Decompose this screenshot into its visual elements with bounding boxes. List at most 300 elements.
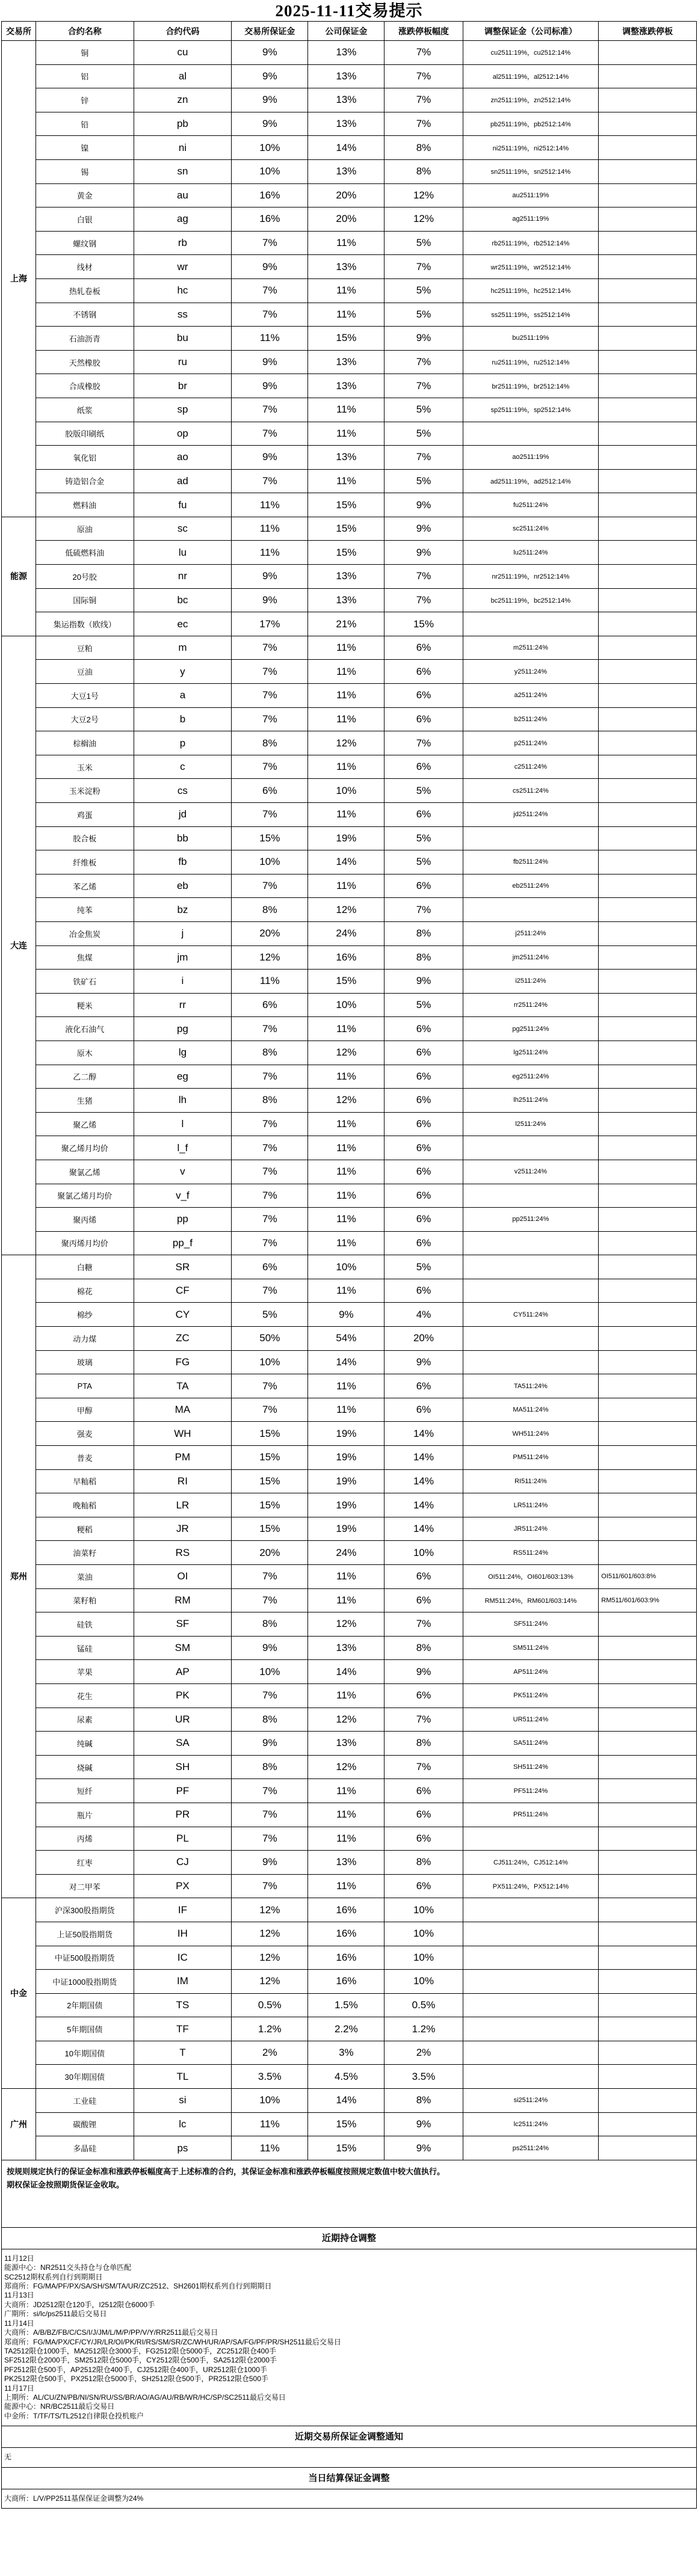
adjusted-margin-cell: RI511:24% [463,1469,599,1493]
company-margin-cell: 10% [308,779,385,803]
exchange-margin-cell: 20% [232,921,308,945]
adjusted-limit-cell [599,1446,697,1470]
company-margin-cell: 11% [308,469,385,493]
adjusted-limit-cell [599,2065,697,2089]
adjusted-margin-cell [463,1970,599,1994]
price-limit-cell: 7% [385,1708,463,1732]
price-limit-cell: 15% [385,612,463,636]
company-margin-cell: 10% [308,993,385,1017]
contract-code-cell: sp [134,398,232,422]
table-row [2,493,697,517]
adjusted-limit-cell [599,660,697,684]
table-row [2,88,697,112]
price-limit-cell: 12% [385,183,463,207]
exchange-margin-cell: 11% [232,541,308,565]
recent-adjust-line: SF2512限仓2000手，SM2512限仓5000手，CY2512限仓500手，SA2512限仓2000手 [4,2356,277,2365]
contract-name-cell: 冶金焦炭 [36,921,134,945]
contract-name-cell: 玉米 [36,755,134,779]
price-limit-cell: 6% [385,1588,463,1612]
company-margin-cell: 54% [308,1327,385,1351]
contract-name-cell: 沪深300股指期货 [36,1898,134,1922]
contract-name-cell: 生猪 [36,1089,134,1113]
contract-code-cell: PR [134,1803,232,1827]
price-limit-cell: 7% [385,88,463,112]
table-row [2,136,697,160]
adjusted-margin-cell: cu2511:19%，cu2512:14% [463,41,599,65]
contract-name-cell: 普麦 [36,1446,134,1470]
adjusted-limit-cell [599,2112,697,2136]
company-margin-cell: 11% [308,1065,385,1089]
contract-code-cell: SA [134,1732,232,1756]
table-row [2,1041,697,1065]
exchange-margin-cell: 9% [232,88,308,112]
contract-code-cell: zn [134,88,232,112]
table-row [2,41,697,65]
price-limit-cell: 6% [385,1803,463,1827]
table-row [2,64,697,88]
contract-name-cell: 苹果 [36,1660,134,1684]
price-limit-cell: 6% [385,1874,463,1898]
table-row [2,826,697,850]
contract-name-cell: 棉纱 [36,1303,134,1327]
adjusted-limit-cell [599,826,697,850]
price-limit-cell: 9% [385,327,463,351]
table-row [2,1398,697,1422]
price-limit-cell: 7% [385,731,463,755]
adjusted-limit-cell [599,303,697,327]
table-row [2,1327,697,1351]
adjusted-margin-cell: hc2511:19%，hc2512:14% [463,278,599,303]
exchange-margin-cell: 8% [232,1708,308,1732]
company-margin-cell: 15% [308,2136,385,2160]
table-row [2,1993,697,2017]
table-row [2,779,697,803]
exchange-margin-cell: 9% [232,255,308,279]
recent-adjust-line: TA2512限仓1000手，MA2512限仓3000手，FG2512限仓5000手，ZC2512限仓400手 [4,2346,276,2355]
contract-code-cell: PL [134,1827,232,1851]
company-margin-cell: 11% [308,1136,385,1160]
adjusted-margin-cell [463,2065,599,2089]
exchange-margin-cell: 6% [232,779,308,803]
exchange-margin-cell: 7% [232,1779,308,1803]
adjusted-margin-cell: a2511:24% [463,684,599,708]
adjusted-limit-cell [599,1922,697,1946]
adjusted-margin-cell: wr2511:19%，wr2512:14% [463,255,599,279]
table-row [2,1279,697,1303]
contract-code-cell: ao [134,446,232,470]
company-margin-cell: 11% [308,660,385,684]
adjusted-limit-cell [599,1755,697,1779]
notice-box [1,2160,697,2228]
company-margin-cell: 11% [308,1374,385,1398]
table-row [2,684,697,708]
header-company-margin: 公司保证金 [308,22,385,41]
exchange-margin-cell: 15% [232,1517,308,1541]
header-price-limit: 涨跌停板幅度 [385,22,463,41]
header-adjusted-limit: 调整涨跌停板 [599,22,697,41]
contract-name-cell: 氧化铝 [36,446,134,470]
contract-name-cell: 锌 [36,88,134,112]
exchange-margin-cell: 12% [232,1898,308,1922]
company-margin-cell: 16% [308,1970,385,1994]
adjusted-limit-cell [599,327,697,351]
adjusted-limit-cell [599,374,697,398]
contract-name-cell: 合成橡胶 [36,374,134,398]
table-row [2,1732,697,1756]
adjusted-margin-cell: pg2511:24% [463,1017,599,1041]
price-limit-cell: 14% [385,1446,463,1470]
table-row [2,803,697,827]
adjusted-limit-cell [599,517,697,541]
company-margin-cell: 12% [308,898,385,922]
recent-adjust-line: 大商所：A/B/BZ/FB/C/CS/I/J/JM/L/M/P/PP/V/Y/RR2511最后交易日 [4,2328,218,2337]
contract-code-cell: bz [134,898,232,922]
contract-code-cell: jm [134,945,232,970]
exchange-margin-cell: 11% [232,517,308,541]
exchange-margin-cell: 10% [232,2089,308,2113]
contract-code-cell: pg [134,1017,232,1041]
exchange-margin-cell: 20% [232,1541,308,1565]
adjusted-limit-cell [599,1898,697,1922]
contract-name-cell: 2年期国债 [36,1993,134,2017]
contract-code-cell: jd [134,803,232,827]
company-margin-cell: 11% [308,1588,385,1612]
company-margin-cell: 2.2% [308,2017,385,2041]
table-row [2,278,697,303]
price-limit-cell: 5% [385,398,463,422]
contract-name-cell: 低硫燃料油 [36,541,134,565]
company-margin-cell: 13% [308,112,385,136]
adjusted-margin-cell [463,1279,599,1303]
price-limit-cell: 6% [385,1374,463,1398]
price-limit-cell: 6% [385,1279,463,1303]
table-row [2,565,697,589]
price-limit-cell: 10% [385,1946,463,1970]
price-limit-cell: 9% [385,517,463,541]
contract-code-cell: bc [134,588,232,612]
table-row [2,1851,697,1875]
contract-code-cell: SM [134,1636,232,1660]
contract-name-cell: 工业硅 [36,2089,134,2113]
price-limit-cell: 9% [385,2136,463,2160]
contract-code-cell: AP [134,1660,232,1684]
table-row [2,1660,697,1684]
exchange-margin-cell: 7% [232,231,308,255]
exchange-margin-cell: 12% [232,945,308,970]
price-limit-cell: 14% [385,1517,463,1541]
contract-code-cell: m [134,636,232,660]
table-row [2,374,697,398]
company-margin-cell: 14% [308,1660,385,1684]
company-margin-cell: 19% [308,1493,385,1517]
adjusted-limit-cell [599,2041,697,2065]
exchange-margin-cell: 5% [232,1303,308,1327]
adjusted-limit-cell [599,112,697,136]
adjusted-margin-cell: br2511:19%，br2512:14% [463,374,599,398]
contract-code-cell: IH [134,1922,232,1946]
adjusted-margin-cell [463,1898,599,1922]
exchange-margin-cell: 6% [232,1255,308,1279]
adjusted-limit-cell [599,541,697,565]
contract-code-cell: SR [134,1255,232,1279]
company-margin-cell: 11% [308,684,385,708]
exchange-margin-cell: 8% [232,1089,308,1113]
contract-name-cell: 纸浆 [36,398,134,422]
price-limit-cell: 10% [385,1970,463,1994]
table-row [2,350,697,374]
table-row [2,1898,697,1922]
price-limit-cell: 7% [385,588,463,612]
adjusted-margin-cell [463,2041,599,2065]
exchange-margin-cell: 7% [232,1588,308,1612]
price-limit-cell: 5% [385,303,463,327]
exchange-margin-cell: 7% [232,469,308,493]
adjusted-limit-cell [599,731,697,755]
exchange-margin-notice-text: 无 [4,2453,12,2462]
company-margin-cell: 12% [308,1612,385,1637]
adjusted-limit-cell [599,446,697,470]
adjusted-limit-cell [599,398,697,422]
header-adjusted-margin: 调整保证金（公司标准） [463,22,599,41]
adjusted-margin-cell: al2511:19%，al2512:14% [463,64,599,88]
exchange-margin-cell: 9% [232,1636,308,1660]
adjusted-limit-cell [599,88,697,112]
exchange-margin-cell: 7% [232,755,308,779]
table-row [2,112,697,136]
contract-name-cell: 瓶片 [36,1803,134,1827]
exchange-margin-cell: 9% [232,1732,308,1756]
exchange-margin-cell: 10% [232,159,308,183]
adjusted-margin-cell [463,1350,599,1374]
adjusted-limit-cell [599,1469,697,1493]
company-margin-cell: 19% [308,1469,385,1493]
contract-name-cell: 5年期国债 [36,2017,134,2041]
adjusted-limit-cell [599,1422,697,1446]
company-margin-cell: 13% [308,255,385,279]
table-row [2,1588,697,1612]
recent-adjust-line: 11月14日 [4,2319,34,2328]
exchange-margin-cell: 7% [232,1874,308,1898]
adjusted-limit-cell [599,1493,697,1517]
exchange-margin-cell: 12% [232,1946,308,1970]
contract-code-cell: lh [134,1089,232,1113]
adjusted-limit-cell [599,1065,697,1089]
recent-adjust-body [1,2249,697,2426]
price-limit-cell: 7% [385,565,463,589]
contract-code-cell: b [134,707,232,731]
adjusted-limit-cell [599,278,697,303]
exchange-margin-cell: 7% [232,1803,308,1827]
contract-name-cell: 铸造铝合金 [36,469,134,493]
contract-name-cell: 烧碱 [36,1755,134,1779]
table-row [2,1493,697,1517]
adjusted-margin-cell: ni2511:19%，ni2512:14% [463,136,599,160]
adjusted-margin-cell: MA511:24% [463,1398,599,1422]
table-row [2,398,697,422]
contract-name-cell: 胶版印刷纸 [36,422,134,446]
exchange-margin-cell: 9% [232,64,308,88]
company-margin-cell: 11% [308,636,385,660]
contract-name-cell: 纯碱 [36,1732,134,1756]
company-margin-cell: 1.5% [308,1993,385,2017]
contract-code-cell: PX [134,1874,232,1898]
contract-name-cell: 中证500股指期货 [36,1946,134,1970]
adjusted-limit-cell [599,1636,697,1660]
adjusted-margin-cell [463,898,599,922]
adjusted-margin-cell: LR511:24% [463,1493,599,1517]
adjusted-limit-cell [599,2089,697,2113]
contract-code-cell: RS [134,1541,232,1565]
adjusted-margin-cell: au2511:19% [463,183,599,207]
adjusted-limit-cell [599,970,697,994]
company-margin-cell: 11% [308,1827,385,1851]
contract-name-cell: 纯苯 [36,898,134,922]
price-limit-cell: 6% [385,1041,463,1065]
company-margin-cell: 11% [308,1565,385,1589]
table-row [2,159,697,183]
contract-name-cell: 白银 [36,207,134,232]
adjusted-margin-cell: SM511:24% [463,1636,599,1660]
exchange-margin-cell: 7% [232,303,308,327]
contract-name-cell: 大豆2号 [36,707,134,731]
adjusted-limit-cell [599,1350,697,1374]
exchange-cell: 上海 [2,41,36,517]
adjusted-margin-cell: sc2511:24% [463,517,599,541]
adjusted-margin-cell [463,612,599,636]
table-row [2,707,697,731]
contract-name-cell: 粳稻 [36,1517,134,1541]
company-margin-cell: 13% [308,588,385,612]
exchange-margin-cell: 7% [232,1398,308,1422]
price-limit-cell: 5% [385,422,463,446]
adjusted-margin-cell: fb2511:24% [463,850,599,875]
header-exchange-margin: 交易所保证金 [232,22,308,41]
recent-adjust-line: 广期所：si/lc/ps2511最后交易日 [4,2310,107,2319]
exchange-margin-cell: 15% [232,1469,308,1493]
table-row [2,422,697,446]
adjusted-limit-cell [599,1279,697,1303]
exchange-margin-cell: 7% [232,803,308,827]
adjusted-margin-cell: SF511:24% [463,1612,599,1637]
company-margin-cell: 19% [308,1517,385,1541]
table-row [2,1683,697,1708]
contract-name-cell: 丙烯 [36,1827,134,1851]
table-row [2,1374,697,1398]
company-margin-cell: 11% [308,1017,385,1041]
table-row [2,1255,697,1279]
contract-code-cell: rb [134,231,232,255]
adjusted-limit-cell [599,1827,697,1851]
contract-code-cell: l [134,1112,232,1136]
recent-adjust-line: PK2512限仓500手，PX2512限仓5000手，SH2512限仓500手，PR2512限仓500手 [4,2375,268,2384]
contract-name-cell: 早籼稻 [36,1469,134,1493]
contract-name-cell: 聚氯乙烯月均价 [36,1184,134,1208]
contract-code-cell: OI [134,1565,232,1589]
company-margin-cell: 4.5% [308,2065,385,2089]
adjusted-margin-cell: PR511:24% [463,1803,599,1827]
header-contract-name: 合约名称 [36,22,134,41]
table-row [2,1446,697,1470]
contract-name-cell: 棉花 [36,1279,134,1303]
adjusted-limit-cell [599,1732,697,1756]
adjusted-limit-cell [599,898,697,922]
contract-name-cell: 短纤 [36,1779,134,1803]
contract-code-cell: j [134,921,232,945]
contract-code-cell: SH [134,1755,232,1779]
contract-name-cell: 苯乙烯 [36,874,134,898]
contract-code-cell: CY [134,1303,232,1327]
company-margin-cell: 15% [308,517,385,541]
contract-name-cell: 聚氯乙烯 [36,1160,134,1184]
recent-adjust-line: 郑商所：FG/MA/PF/PX/SA/SH/SM/TA/UR/ZC2512、SH2601期权系列自行到期期日 [4,2282,272,2291]
adjusted-limit-cell [599,874,697,898]
contract-code-cell: fu [134,493,232,517]
table-row [2,1422,697,1446]
contract-code-cell: TS [134,1993,232,2017]
contract-name-cell: 国际铜 [36,588,134,612]
company-margin-cell: 11% [308,231,385,255]
table-row [2,731,697,755]
adjusted-margin-cell: ad2511:19%，ad2512:14% [463,469,599,493]
adjusted-limit-cell [599,231,697,255]
recent-adjust-line: 大商所：JD2512限仓120手，I2512限仓6000手 [4,2300,155,2309]
table-row [2,850,697,875]
company-margin-cell: 11% [308,278,385,303]
contract-code-cell: pb [134,112,232,136]
company-margin-cell: 13% [308,350,385,374]
company-margin-cell: 19% [308,826,385,850]
exchange-margin-cell: 50% [232,1327,308,1351]
company-margin-cell: 14% [308,1350,385,1374]
adjusted-margin-cell: bc2511:19%，bc2512:14% [463,588,599,612]
price-limit-cell: 6% [385,1779,463,1803]
contract-code-cell: CJ [134,1851,232,1875]
price-limit-cell: 9% [385,970,463,994]
adjusted-margin-cell: UR511:24% [463,1708,599,1732]
contract-name-cell: 锡 [36,159,134,183]
contract-name-cell: 铅 [36,112,134,136]
adjusted-margin-cell: l2511:24% [463,1112,599,1136]
contract-code-cell: si [134,2089,232,2113]
adjusted-limit-cell [599,921,697,945]
price-limit-cell: 6% [385,1112,463,1136]
adjusted-margin-cell [463,1827,599,1851]
adjusted-limit-cell [599,493,697,517]
company-margin-cell: 24% [308,1541,385,1565]
contract-code-cell: RM [134,1588,232,1612]
contract-name-cell: 菜油 [36,1565,134,1589]
contract-name-cell: 油菜籽 [36,1541,134,1565]
contract-code-cell: IM [134,1970,232,1994]
adjusted-limit-cell [599,207,697,232]
header-contract-code: 合约代码 [134,22,232,41]
company-margin-cell: 10% [308,1255,385,1279]
contract-name-cell: 原木 [36,1041,134,1065]
exchange-margin-cell: 11% [232,327,308,351]
price-limit-cell: 6% [385,1683,463,1708]
contract-code-cell: wr [134,255,232,279]
price-limit-cell: 8% [385,159,463,183]
adjusted-margin-cell: CJ511:24%，CJ512:14% [463,1851,599,1875]
contract-code-cell: eb [134,874,232,898]
adjusted-margin-cell: p2511:24% [463,731,599,755]
price-limit-cell: 9% [385,1660,463,1684]
contract-code-cell: hc [134,278,232,303]
exchange-margin-cell: 7% [232,707,308,731]
adjusted-margin-cell: lu2511:24% [463,541,599,565]
price-limit-cell: 20% [385,1327,463,1351]
company-margin-cell: 11% [308,707,385,731]
